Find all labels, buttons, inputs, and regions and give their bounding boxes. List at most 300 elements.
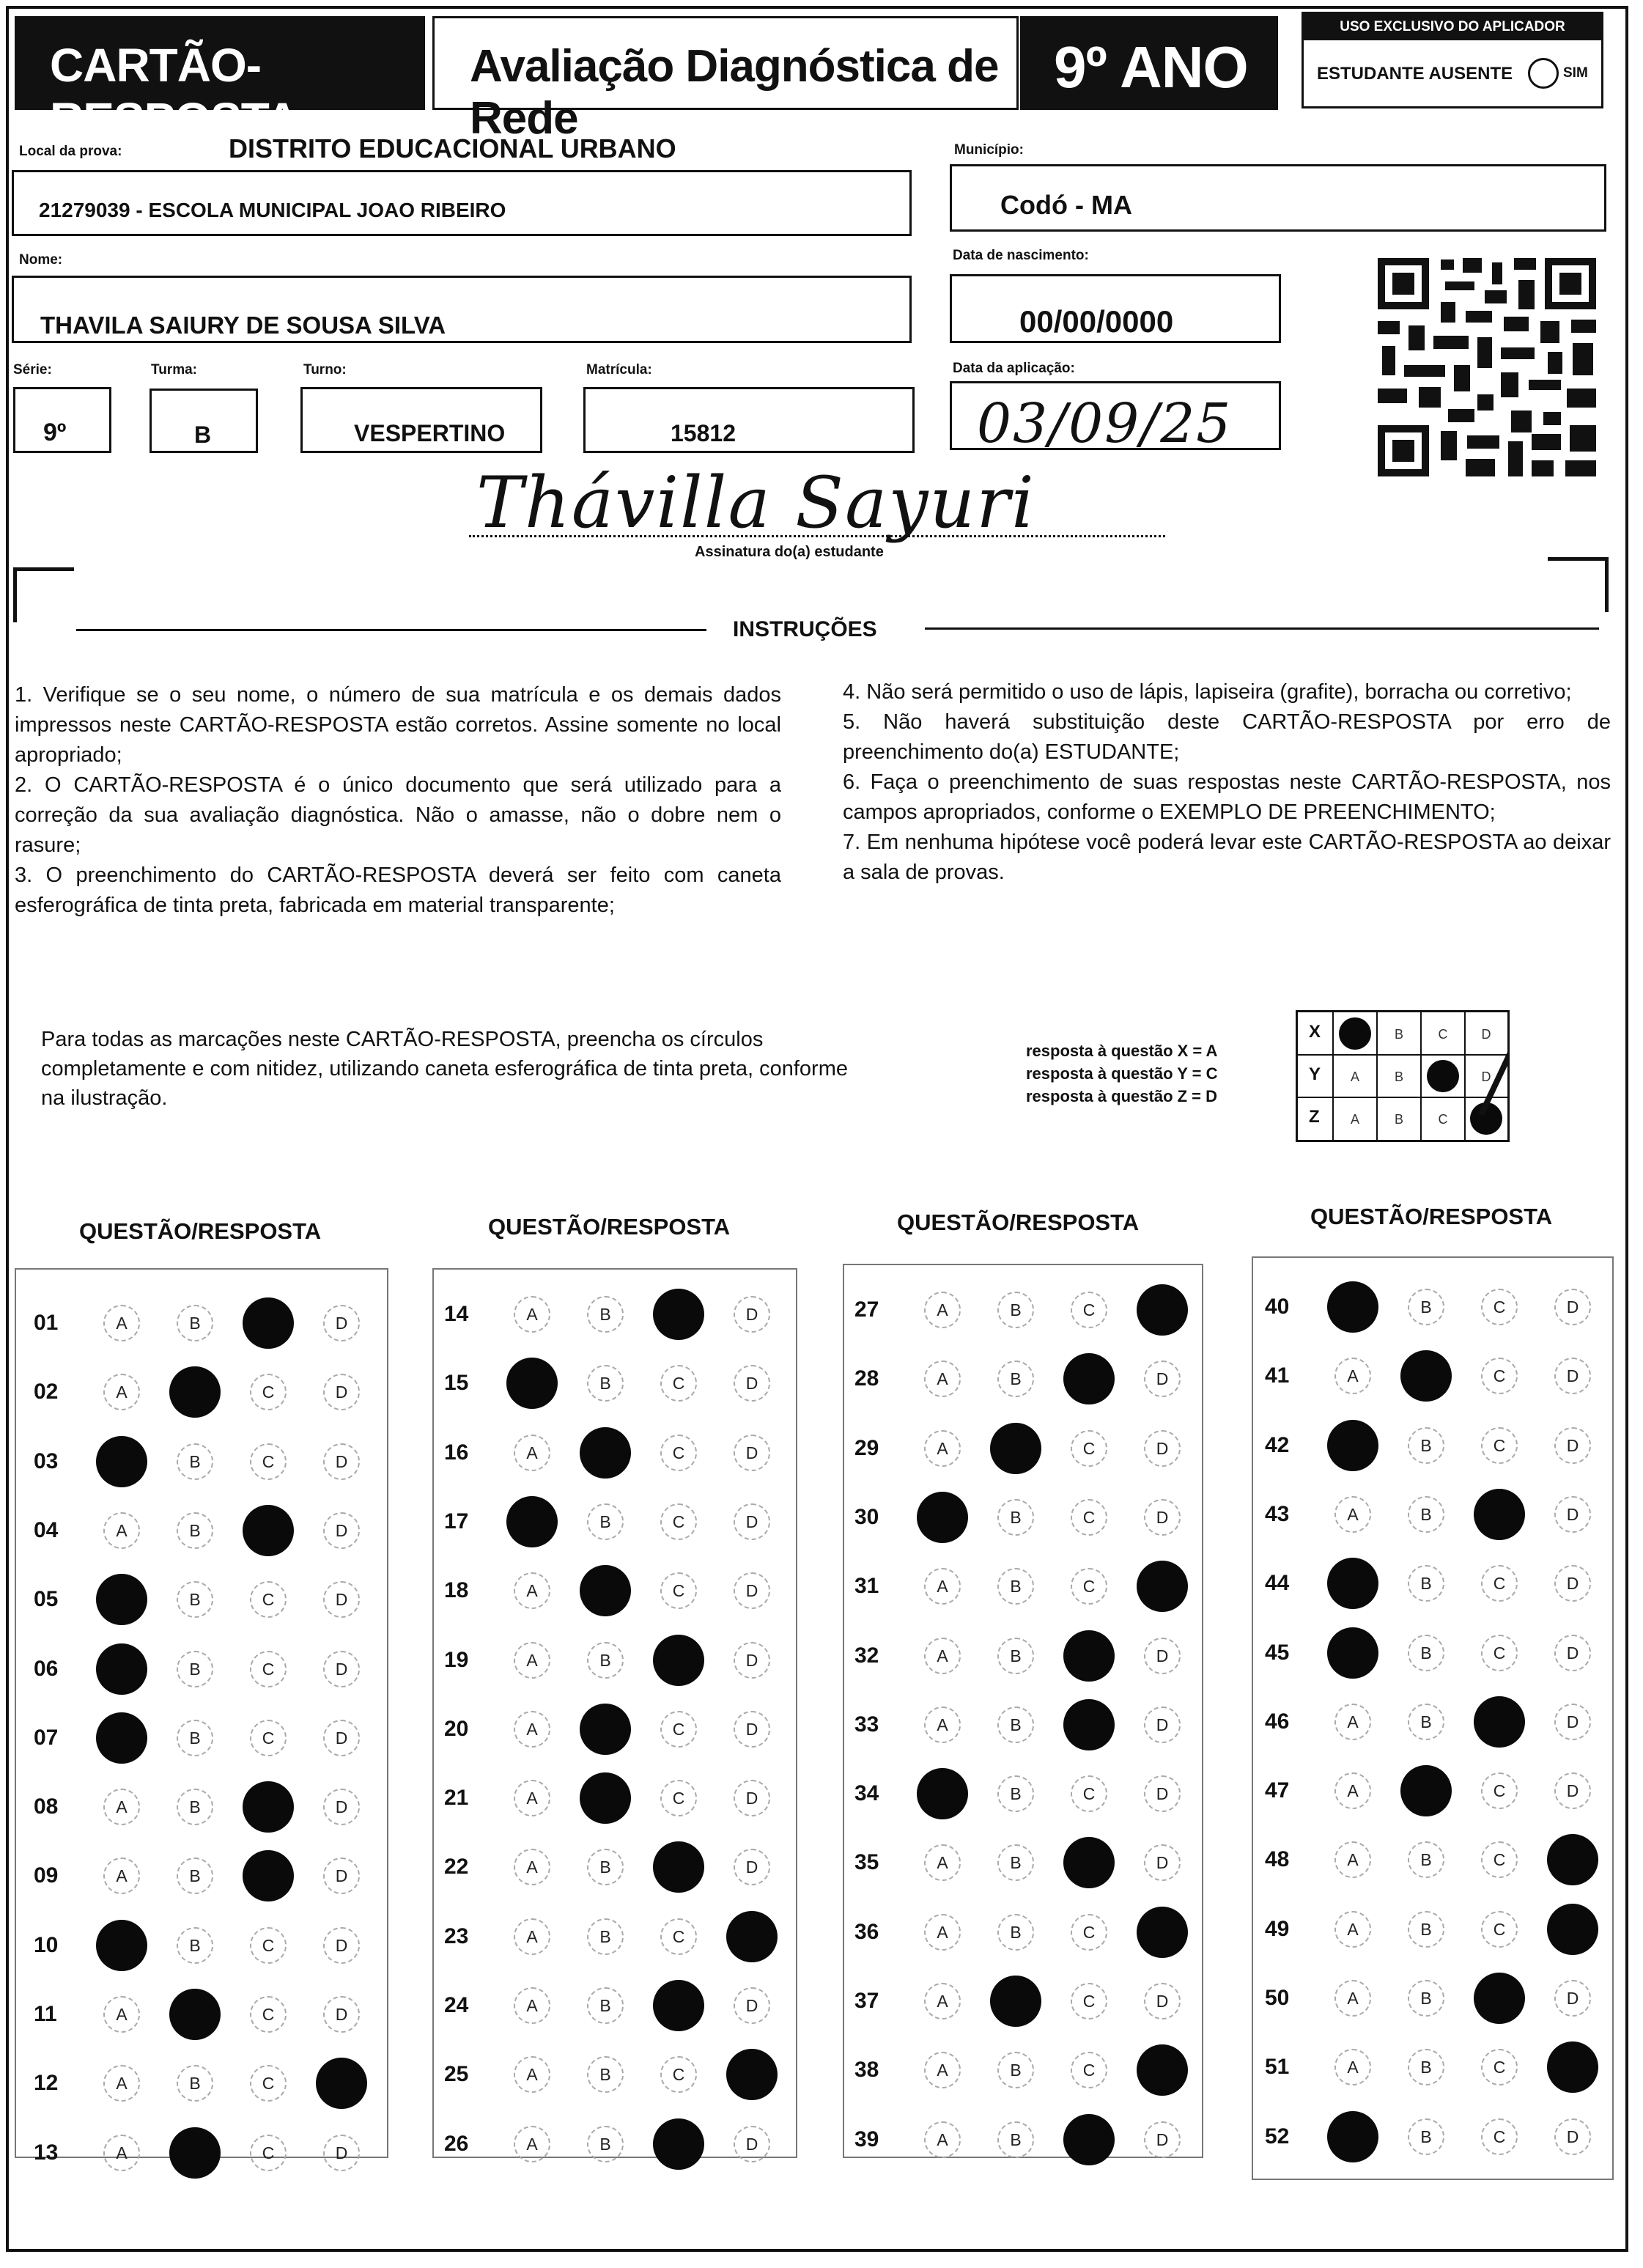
answer-bubble-17-c[interactable]: C [660, 1503, 697, 1540]
answer-bubble-26-a[interactable]: A [514, 2126, 550, 2162]
example-text: Para todas as marcações neste CARTÃO-RESPOSTA, preencha os círculos completamente e com nitidez, utilizando caneta esferográfica de tinta preta, conforme na ilustração. [41, 1028, 848, 1110]
question-row-41 [1265, 1350, 1617, 1402]
answer-bubble-21-c[interactable]: C [660, 1780, 697, 1816]
question-row-20 [444, 1704, 796, 1755]
answer-bubble-31-c[interactable]: C [1071, 1568, 1107, 1605]
question-row-19 [444, 1635, 796, 1686]
answer-bubble-26-b[interactable]: B [587, 2126, 624, 2162]
answer-bubble-07-d[interactable]: D [323, 1720, 360, 1756]
answer-bubble-05-c[interactable]: C [250, 1581, 287, 1618]
answer-bubble-48-b[interactable]: B [1408, 1841, 1444, 1878]
answer-bubble-30-a[interactable]: A [917, 1492, 968, 1543]
answers-header-1: QUESTÃO/RESPOSTA [79, 1218, 322, 1244]
question-row-05 [34, 1574, 385, 1625]
answer-bubble-37-a[interactable]: A [924, 1983, 961, 2020]
answer-bubble-14-c[interactable]: C [653, 1289, 704, 1340]
answer-bubble-18-a[interactable]: A [514, 1572, 550, 1609]
answer-bubble-25-b[interactable]: B [587, 2056, 624, 2093]
answer-bubble-20-b[interactable]: B [580, 1704, 631, 1755]
answer-bubble-12-a[interactable]: A [103, 2065, 140, 2102]
instruction-item: 2. O CARTÃO-RESPOSTA é o único documento que será utilizado para a correção da sua avaliação diagnóstica. Não o amasse, não o dobre nem o rasure; [15, 773, 781, 857]
school-value: 21279039 - ESCOLA MUNICIPAL JOAO RIBEIRO [39, 199, 506, 221]
turno-value: VESPERTINO [354, 420, 506, 446]
answer-bubble-46-a[interactable]: A [1334, 1704, 1371, 1740]
answer-bubble-14-b[interactable]: B [587, 1296, 624, 1333]
question-row-37 [854, 1976, 1206, 2027]
question-row-34 [854, 1768, 1206, 1819]
question-number: 08 [34, 1794, 59, 1819]
question-row-33 [854, 1699, 1206, 1750]
answer-bubble-29-d[interactable]: D [1144, 1430, 1181, 1467]
answer-bubble-11-d[interactable]: D [323, 1996, 360, 2033]
answer-bubble-27-c[interactable]: C [1071, 1292, 1107, 1328]
answer-bubble-36-a[interactable]: A [924, 1914, 961, 1951]
answer-bubble-33-d[interactable]: D [1144, 1706, 1181, 1743]
answer-bubble-44-b[interactable]: B [1408, 1565, 1444, 1602]
answer-bubble-35-a[interactable]: A [924, 1844, 961, 1881]
answer-bubble-22-b[interactable]: B [587, 1849, 624, 1885]
answer-bubble-49-a[interactable]: A [1334, 1911, 1371, 1948]
answer-bubble-43-a[interactable]: A [1334, 1496, 1371, 1533]
answer-bubble-49-c[interactable]: C [1481, 1911, 1518, 1948]
answer-bubble-38-c[interactable]: C [1071, 2052, 1107, 2088]
answer-bubble-08-d[interactable]: D [323, 1789, 360, 1825]
answer-bubble-48-c[interactable]: C [1481, 1841, 1518, 1878]
answer-bubble-43-b[interactable]: B [1408, 1496, 1444, 1533]
answer-bubble-26-c[interactable]: C [653, 2118, 704, 2170]
question-number: 15 [444, 1371, 469, 1396]
answer-bubble-47-b[interactable]: B [1400, 1765, 1452, 1816]
question-number: 32 [854, 1643, 879, 1668]
answer-bubble-42-b[interactable]: B [1408, 1427, 1444, 1464]
question-number: 34 [854, 1781, 879, 1806]
answer-bubble-41-a[interactable]: A [1334, 1358, 1371, 1394]
turma-label: Turma: [151, 362, 197, 378]
answer-bubble-45-a[interactable]: A [1327, 1627, 1378, 1679]
birth-label: Data de nascimento: [953, 248, 1089, 263]
answer-bubble-52-c[interactable]: C [1481, 2118, 1518, 2155]
answer-bubble-22-c[interactable]: C [653, 1841, 704, 1893]
answer-bubble-13-a[interactable]: A [103, 2135, 140, 2171]
answer-bubble-27-d[interactable]: D [1137, 1284, 1188, 1336]
answer-bubble-13-c[interactable]: C [250, 2135, 287, 2171]
answer-bubble-46-b[interactable]: B [1408, 1704, 1444, 1740]
name-box [12, 276, 912, 343]
answer-bubble-26-d[interactable]: D [734, 2126, 770, 2162]
card-title-banner [15, 16, 425, 146]
question-number: 14 [444, 1302, 469, 1326]
answer-bubble-22-a[interactable]: A [514, 1849, 550, 1885]
birth-box [950, 274, 1281, 343]
answer-bubble-23-a[interactable]: A [514, 1918, 550, 1955]
question-number: 30 [854, 1504, 879, 1529]
answer-bubble-35-b[interactable]: B [997, 1844, 1034, 1881]
answer-bubble-01-b[interactable]: B [177, 1305, 213, 1341]
answer-bubble-16-a[interactable]: A [514, 1435, 550, 1471]
answer-bubble-01-c[interactable]: C [243, 1297, 294, 1349]
question-row-29 [854, 1423, 1206, 1474]
answer-bubble-07-c[interactable]: C [250, 1720, 287, 1756]
absent-checkbox[interactable] [1528, 58, 1559, 89]
answer-bubble-51-d[interactable]: D [1547, 2041, 1598, 2093]
answer-bubble-50-d[interactable]: D [1554, 1980, 1591, 2017]
answer-bubble-27-b[interactable]: B [997, 1292, 1034, 1328]
answer-bubble-15-a[interactable]: A [506, 1358, 558, 1409]
answer-bubble-15-b[interactable]: B [587, 1365, 624, 1402]
question-row-26 [444, 2118, 796, 2170]
answer-bubble-31-a[interactable]: A [924, 1568, 961, 1605]
answer-bubble-41-c[interactable]: C [1481, 1358, 1518, 1394]
answer-bubble-16-d[interactable]: D [734, 1435, 770, 1471]
answer-bubble-12-c[interactable]: C [250, 2065, 287, 2102]
answer-bubble-13-d[interactable]: D [323, 2135, 360, 2171]
answer-bubble-11-b[interactable]: B [169, 1989, 221, 2040]
answer-bubble-46-c[interactable]: C [1474, 1696, 1525, 1748]
answer-bubble-29-a[interactable]: A [924, 1430, 961, 1467]
question-number: 44 [1265, 1571, 1290, 1596]
answer-bubble-09-a[interactable]: A [103, 1858, 140, 1894]
answer-bubble-22-d[interactable]: D [734, 1849, 770, 1885]
local-label: Local da prova: [19, 144, 122, 159]
answer-bubble-02-c[interactable]: C [250, 1374, 287, 1410]
answer-bubble-10-d[interactable]: D [323, 1927, 360, 1964]
answer-bubble-04-d[interactable]: D [323, 1512, 360, 1549]
svg-text:B: B [1394, 1069, 1404, 1084]
answer-bubble-41-b[interactable]: B [1400, 1350, 1452, 1402]
answer-bubble-30-d[interactable]: D [1144, 1499, 1181, 1536]
answer-bubble-27-a[interactable]: A [924, 1292, 961, 1328]
answer-bubble-01-d[interactable]: D [323, 1305, 360, 1341]
answer-bubble-47-a[interactable]: A [1334, 1772, 1371, 1809]
answer-bubble-06-d[interactable]: D [323, 1651, 360, 1687]
answer-bubble-24-c[interactable]: C [653, 1980, 704, 2031]
answer-bubble-51-a[interactable]: A [1334, 2049, 1371, 2085]
question-row-47 [1265, 1765, 1617, 1816]
answer-bubble-52-a[interactable]: A [1327, 2111, 1378, 2162]
answer-bubble-25-a[interactable]: A [514, 2056, 550, 2093]
answer-bubble-06-b[interactable]: B [177, 1651, 213, 1687]
answer-bubble-14-a[interactable]: A [514, 1296, 550, 1333]
answer-bubble-28-b[interactable]: B [997, 1361, 1034, 1397]
answer-bubble-36-d[interactable]: D [1137, 1907, 1188, 1958]
answer-bubble-40-d[interactable]: D [1554, 1289, 1591, 1325]
legend-item: resposta à questão Z = D [1026, 1087, 1218, 1105]
question-row-28 [854, 1353, 1206, 1404]
question-number: 02 [34, 1380, 59, 1404]
answer-bubble-03-a[interactable]: A [96, 1436, 147, 1487]
answer-bubble-19-c[interactable]: C [653, 1635, 704, 1686]
city-label: Município: [954, 142, 1024, 158]
answer-bubble-50-c[interactable]: C [1474, 1973, 1525, 2024]
question-number: 41 [1265, 1363, 1290, 1388]
answer-bubble-25-d[interactable]: D [726, 2049, 778, 2100]
answer-bubble-15-d[interactable]: D [734, 1365, 770, 1402]
answer-bubble-36-b[interactable]: B [997, 1914, 1034, 1951]
answer-bubble-32-b[interactable]: B [997, 1638, 1034, 1674]
example-grid [1296, 1010, 1510, 1142]
answer-bubble-24-b[interactable]: B [587, 1987, 624, 2024]
answer-bubble-13-b[interactable]: B [169, 2127, 221, 2179]
question-number: 36 [854, 1919, 879, 1944]
answer-bubble-42-c[interactable]: C [1481, 1427, 1518, 1464]
answer-bubble-21-b[interactable]: B [580, 1772, 631, 1824]
answer-bubble-12-d[interactable]: D [316, 2058, 367, 2109]
answer-bubble-16-b[interactable]: B [580, 1427, 631, 1479]
question-row-32 [854, 1630, 1206, 1682]
answer-bubble-25-c[interactable]: C [660, 2056, 697, 2093]
answer-bubble-19-b[interactable]: B [587, 1642, 624, 1679]
question-number: 50 [1265, 1986, 1290, 2010]
answer-bubble-43-c[interactable]: C [1474, 1489, 1525, 1540]
answer-bubble-51-c[interactable]: C [1481, 2049, 1518, 2085]
answer-bubble-39-d[interactable]: D [1144, 2121, 1181, 2158]
answer-bubble-32-d[interactable]: D [1144, 1638, 1181, 1674]
answer-bubble-07-b[interactable]: B [177, 1720, 213, 1756]
answer-bubble-21-a[interactable]: A [514, 1780, 550, 1816]
instruction-item: 3. O preenchimento do CARTÃO-RESPOSTA deverá ser feito com caneta esferográfica de tinta preta, fabricada em material transparente; [15, 864, 781, 917]
answer-bubble-24-d[interactable]: D [734, 1987, 770, 2024]
answer-bubble-20-a[interactable]: A [514, 1711, 550, 1748]
answer-bubble-34-c[interactable]: C [1071, 1775, 1107, 1812]
answer-bubble-29-c[interactable]: C [1071, 1430, 1107, 1467]
question-number: 01 [34, 1311, 59, 1335]
answer-bubble-48-a[interactable]: A [1334, 1841, 1371, 1878]
answer-bubble-38-a[interactable]: A [924, 2052, 961, 2088]
answer-bubble-31-b[interactable]: B [997, 1568, 1034, 1605]
answer-bubble-08-b[interactable]: B [177, 1789, 213, 1825]
answer-bubble-02-a[interactable]: A [103, 1374, 140, 1410]
answer-bubble-11-a[interactable]: A [103, 1996, 140, 2033]
answer-bubble-29-b[interactable]: B [990, 1423, 1041, 1474]
answer-bubble-49-b[interactable]: B [1408, 1911, 1444, 1948]
question-number: 39 [854, 2127, 879, 2151]
answer-bubble-45-c[interactable]: C [1481, 1635, 1518, 1671]
answer-bubble-02-d[interactable]: D [323, 1374, 360, 1410]
svg-text:A: A [1350, 1112, 1360, 1127]
answer-bubble-28-d[interactable]: D [1144, 1361, 1181, 1397]
answer-bubble-44-c[interactable]: C [1481, 1565, 1518, 1602]
corner-bracket-left [13, 567, 74, 622]
question-number: 47 [1265, 1778, 1290, 1803]
svg-text:C: C [1438, 1112, 1448, 1127]
applicator-box [1302, 12, 1603, 108]
answer-bubble-14-d[interactable]: D [734, 1296, 770, 1333]
question-row-11 [34, 1989, 385, 2040]
answer-bubble-05-b[interactable]: B [177, 1581, 213, 1618]
answer-bubble-47-c[interactable]: C [1481, 1772, 1518, 1809]
answer-bubble-15-c[interactable]: C [660, 1365, 697, 1402]
answer-bubble-16-c[interactable]: C [660, 1435, 697, 1471]
answer-bubble-38-d[interactable]: D [1137, 2044, 1188, 2096]
question-number: 40 [1265, 1295, 1290, 1319]
answer-bubble-09-b[interactable]: B [177, 1858, 213, 1894]
svg-text:B: B [1394, 1112, 1404, 1127]
question-row-35 [854, 1837, 1206, 1888]
answer-bubble-07-a[interactable]: A [96, 1712, 147, 1764]
answer-bubble-28-c[interactable]: C [1063, 1353, 1115, 1404]
answer-bubble-44-d[interactable]: D [1554, 1565, 1591, 1602]
answer-bubble-05-a[interactable]: A [96, 1574, 147, 1625]
answer-bubble-04-b[interactable]: B [177, 1512, 213, 1549]
answer-bubble-52-d[interactable]: D [1554, 2118, 1591, 2155]
answer-bubble-40-c[interactable]: C [1481, 1289, 1518, 1325]
answer-bubble-01-a[interactable]: A [103, 1305, 140, 1341]
matricula-label: Matrícula: [586, 362, 652, 378]
question-row-36 [854, 1907, 1206, 1958]
name-label: Nome: [19, 252, 63, 268]
question-number: 18 [444, 1578, 469, 1603]
answer-bubble-37-c[interactable]: C [1071, 1983, 1107, 2020]
answer-bubble-32-a[interactable]: A [924, 1638, 961, 1674]
answer-bubble-39-a[interactable]: A [924, 2121, 961, 2158]
serie-label: Série: [13, 362, 52, 378]
question-row-06 [34, 1643, 385, 1695]
instructions-title: INSTRUÇÕES [733, 617, 877, 641]
answer-bubble-10-a[interactable]: A [96, 1920, 147, 1971]
answer-bubble-05-d[interactable]: D [323, 1581, 360, 1618]
answer-bubble-50-b[interactable]: B [1408, 1980, 1444, 2017]
answer-bubble-41-d[interactable]: D [1554, 1358, 1591, 1394]
instructions-left [15, 680, 781, 921]
answer-bubble-23-c[interactable]: C [660, 1918, 697, 1955]
example-label-x: X [1309, 1022, 1321, 1042]
answer-bubble-34-d[interactable]: D [1144, 1775, 1181, 1812]
answer-bubble-52-b[interactable]: B [1408, 2118, 1444, 2155]
answer-bubble-12-b[interactable]: B [177, 2065, 213, 2102]
answer-bubble-08-c[interactable]: C [243, 1781, 294, 1833]
answer-bubble-32-c[interactable]: C [1063, 1630, 1115, 1682]
turno-label: Turno: [303, 362, 347, 378]
question-number: 31 [854, 1574, 879, 1599]
answer-bubble-10-b[interactable]: B [177, 1927, 213, 1964]
answer-bubble-09-d[interactable]: D [323, 1858, 360, 1894]
matricula-value: 15812 [671, 420, 736, 446]
answer-bubble-17-d[interactable]: D [734, 1503, 770, 1540]
instruction-item: 6. Faça o preenchimento de suas respostas neste CARTÃO-RESPOSTA, nos campos apropriados, conforme o EXEMPLO DE PREENCHIMENTO; [843, 770, 1611, 824]
answer-bubble-51-b[interactable]: B [1408, 2049, 1444, 2085]
answer-bubble-19-a[interactable]: A [514, 1642, 550, 1679]
answer-bubble-04-c[interactable]: C [243, 1505, 294, 1556]
answer-bubble-10-c[interactable]: C [250, 1927, 287, 1964]
answer-bubble-02-b[interactable]: B [169, 1366, 221, 1418]
app-date-box [950, 381, 1281, 455]
answer-bubble-23-d[interactable]: D [726, 1911, 778, 1962]
answer-bubble-48-d[interactable]: D [1547, 1834, 1598, 1885]
answer-bubble-17-a[interactable]: A [506, 1496, 558, 1547]
answer-bubble-31-d[interactable]: D [1137, 1561, 1188, 1612]
answer-bubble-45-b[interactable]: B [1408, 1635, 1444, 1671]
answer-bubble-08-a[interactable]: A [103, 1789, 140, 1825]
answer-bubble-37-d[interactable]: D [1144, 1983, 1181, 2020]
answer-bubble-43-d[interactable]: D [1554, 1496, 1591, 1533]
answer-bubble-06-c[interactable]: C [250, 1651, 287, 1687]
answer-bubble-20-c[interactable]: C [660, 1711, 697, 1748]
question-number: 33 [854, 1712, 879, 1737]
svg-text:B: B [1394, 1027, 1404, 1042]
question-number: 35 [854, 1850, 879, 1875]
answer-bubble-28-a[interactable]: A [924, 1361, 961, 1397]
question-row-50 [1265, 1973, 1617, 2024]
question-number: 10 [34, 1932, 59, 1957]
question-number: 29 [854, 1435, 879, 1460]
answer-bubble-09-c[interactable]: C [243, 1850, 294, 1901]
answer-bubble-18-c[interactable]: C [660, 1572, 697, 1609]
answer-bubble-42-d[interactable]: D [1554, 1427, 1591, 1464]
svg-text:D: D [1481, 1027, 1491, 1042]
question-number: 38 [854, 2058, 879, 2083]
answer-bubble-17-b[interactable]: B [587, 1503, 624, 1540]
question-number: 17 [444, 1509, 469, 1534]
question-row-13 [34, 2127, 385, 2179]
question-row-49 [1265, 1904, 1617, 1955]
answer-bubble-33-c[interactable]: C [1063, 1699, 1115, 1750]
answer-bubble-38-b[interactable]: B [997, 2052, 1034, 2088]
answer-bubble-20-d[interactable]: D [734, 1711, 770, 1748]
answer-bubble-24-a[interactable]: A [514, 1987, 550, 2024]
question-row-09 [34, 1850, 385, 1901]
answer-bubble-37-b[interactable]: B [990, 1976, 1041, 2027]
answer-bubble-36-c[interactable]: C [1071, 1914, 1107, 1951]
answer-bubble-50-a[interactable]: A [1334, 1980, 1371, 2017]
answer-bubble-35-c[interactable]: C [1063, 1837, 1115, 1888]
answer-bubble-03-c[interactable]: C [250, 1443, 287, 1480]
turma-box [149, 389, 258, 453]
question-row-23 [444, 1911, 796, 1962]
answer-bubble-21-d[interactable]: D [734, 1780, 770, 1816]
answer-bubble-39-b[interactable]: B [997, 2121, 1034, 2158]
svg-text:D: D [1481, 1069, 1491, 1084]
qr-code-graphic [1375, 255, 1599, 479]
answer-bubble-03-b[interactable]: B [177, 1443, 213, 1480]
question-row-03 [34, 1436, 385, 1487]
answer-bubble-33-b[interactable]: B [997, 1706, 1034, 1743]
answer-bubble-33-a[interactable]: A [924, 1706, 961, 1743]
answer-bubble-40-a[interactable]: A [1327, 1281, 1378, 1333]
answer-bubble-44-a[interactable]: A [1327, 1558, 1378, 1609]
answer-bubble-39-c[interactable]: C [1063, 2114, 1115, 2165]
question-row-15 [444, 1358, 796, 1409]
answer-bubble-18-b[interactable]: B [580, 1565, 631, 1616]
example-legend [1026, 1039, 1217, 1108]
answer-bubble-42-a[interactable]: A [1327, 1420, 1378, 1471]
question-number: 21 [444, 1786, 469, 1811]
legend-item: resposta à questão X = A [1026, 1042, 1218, 1060]
answer-bubble-19-d[interactable]: D [734, 1642, 770, 1679]
answer-bubble-30-b[interactable]: B [997, 1499, 1034, 1536]
answer-bubble-23-b[interactable]: B [587, 1918, 624, 1955]
answer-bubble-18-d[interactable]: D [734, 1572, 770, 1609]
answer-bubble-30-c[interactable]: C [1071, 1499, 1107, 1536]
answers-header-4: QUESTÃO/RESPOSTA [1310, 1204, 1553, 1229]
answer-bubble-49-d[interactable]: D [1547, 1904, 1598, 1955]
answer-bubble-34-b[interactable]: B [997, 1775, 1034, 1812]
question-number: 05 [34, 1587, 59, 1612]
answer-bubble-04-a[interactable]: A [103, 1512, 140, 1549]
answer-bubble-45-d[interactable]: D [1554, 1635, 1591, 1671]
answer-bubble-03-d[interactable]: D [323, 1443, 360, 1480]
answer-bubble-47-d[interactable]: D [1554, 1772, 1591, 1809]
answer-bubble-35-d[interactable]: D [1144, 1844, 1181, 1881]
answer-bubble-06-a[interactable]: A [96, 1643, 147, 1695]
question-row-43 [1265, 1489, 1617, 1540]
exclusive-use-label: USO EXCLUSIVO DO APLICADOR [1304, 14, 1601, 40]
question-row-46 [1265, 1696, 1617, 1748]
exam-title: Avaliação Diagnóstica de Rede [470, 41, 999, 144]
answer-bubble-46-d[interactable]: D [1554, 1704, 1591, 1740]
answer-bubble-34-a[interactable]: A [917, 1768, 968, 1819]
answer-bubble-40-b[interactable]: B [1408, 1289, 1444, 1325]
answer-bubble-11-c[interactable]: C [250, 1996, 287, 2033]
